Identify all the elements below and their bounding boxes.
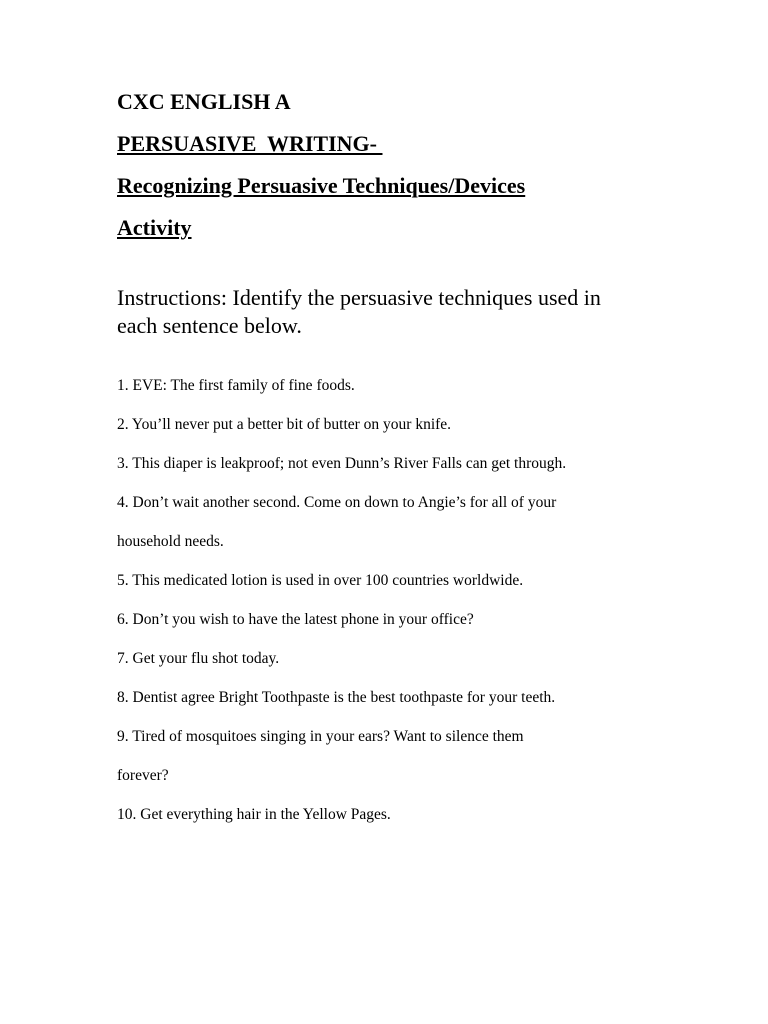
sentence-list (117, 366, 657, 834)
activity-heading: Activity (117, 215, 192, 240)
list-item: 8. Dentist agree Bright Toothpaste is the best toothpaste for your teeth. (117, 689, 556, 706)
list-item: 10. Get everything hair in the Yellow Pages. (117, 806, 391, 823)
list-item: household needs. (117, 533, 224, 550)
list-item: 6. Don’t you wish to have the latest phone in your office? (117, 611, 474, 628)
list-item: 1. EVE: The first family of fine foods. (117, 377, 355, 394)
list-item: 5. This medicated lotion is used in over 100 countries worldwide. (117, 572, 524, 589)
instructions-text: Instructions: Identify the persuasive techniques used in each sentence below. (117, 285, 601, 338)
topic-heading: PERSUASIVE WRITING- (117, 131, 383, 156)
list-item: 7. Get your flu shot today. (117, 650, 280, 667)
list-item: forever? (117, 767, 169, 784)
list-item: 3. This diaper is leakproof; not even Dunn’s River Falls can get through. (117, 455, 567, 472)
subtopic-heading: Recognizing Persuasive Techniques/Devices (117, 173, 526, 198)
list-item: 9. Tired of mosquitoes singing in your ears? Want to silence them (117, 728, 524, 745)
list-item: 2. You’ll never put a better bit of butter on your knife. (117, 416, 452, 433)
list-item: 4. Don’t wait another second. Come on down to Angie’s for all of your (117, 494, 557, 511)
course-title: CXC ENGLISH A (117, 89, 291, 114)
